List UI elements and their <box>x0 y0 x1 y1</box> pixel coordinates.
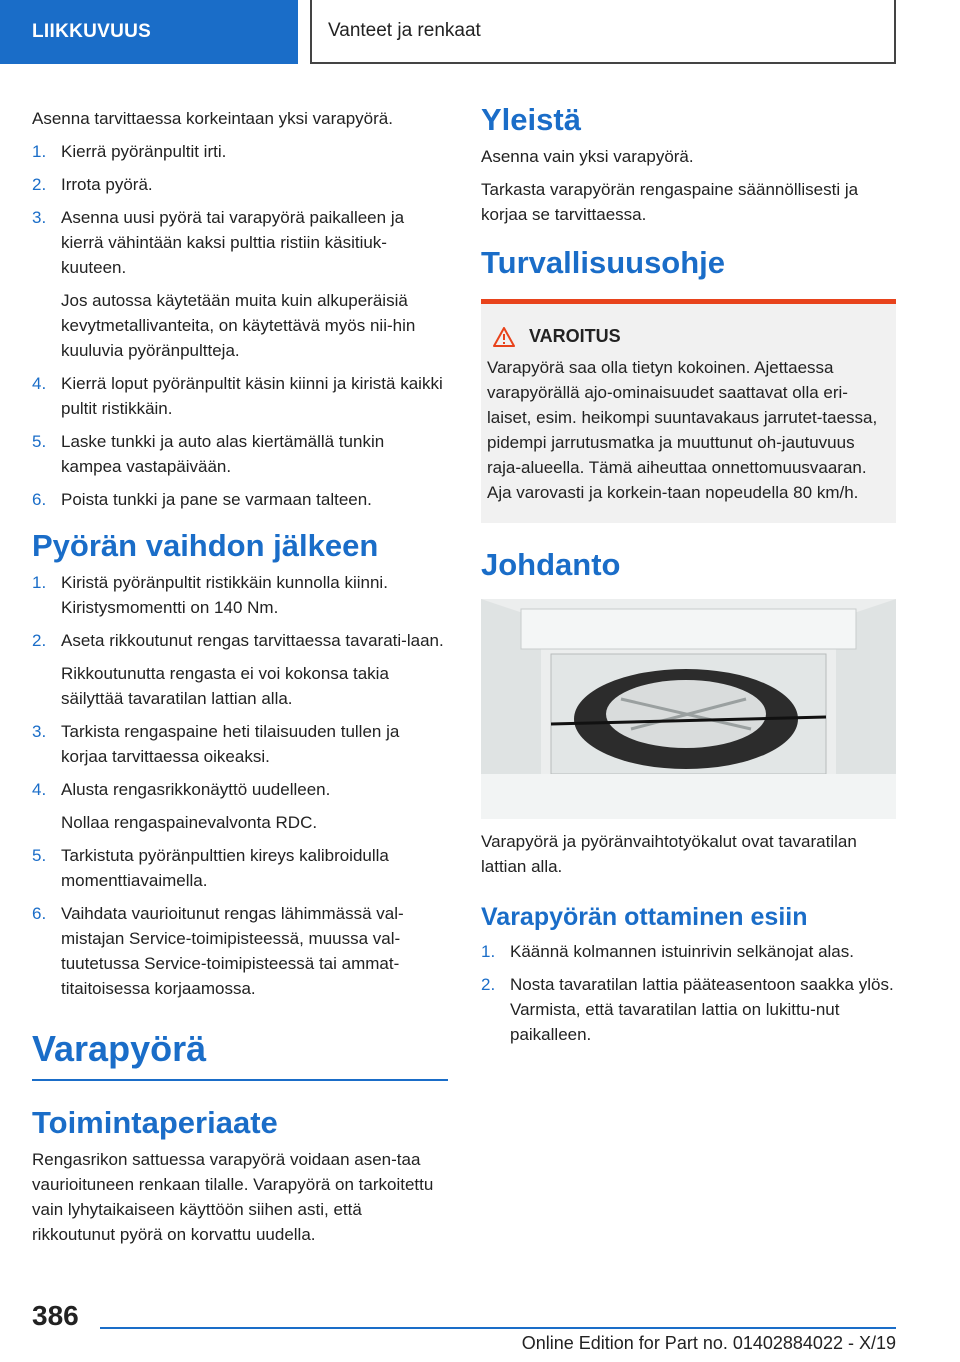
heading-general: Yleistä <box>481 102 581 137</box>
list-item-number: 2. <box>481 975 496 994</box>
warning-triangle-icon <box>493 327 515 347</box>
intro-text: Asenna tarvittaessa korkeintaan yksi varapyörä. <box>32 109 393 128</box>
spare-wheel-figure <box>481 599 896 819</box>
list-item-text: Vaihdata vaurioitunut rengas lähimmässä val-mistajan Service-toimipisteessä, muussa val-tuutetussa Service-toimipisteessä tai ammat-titaitoisessa korjaamossa. <box>61 904 404 998</box>
list-item-number: 4. <box>32 780 47 799</box>
principle-text: Rengasrikon sattuessa varapyörä voidaan asen-taa vaurioituneen renkaan tilalle. Varapyörä on tarkoitettu vain lyhytaikaiseen käyttöön siihen asti, että rikkoutunut pyörä on korvattu uudella. <box>32 1150 434 1244</box>
list-item-text: Käännä kolmannen istuinrivin selkänojat alas. <box>510 942 854 961</box>
list-item-text: Nosta tavaratilan lattia pääteasentoon saakka ylös. Varmista, että tavaratilan lattia on lukittu-nut paikalleen. <box>510 975 894 1044</box>
warning-header <box>487 326 890 347</box>
list-item-text: Kierrä loput pyöränpultit käsin kiinni ja kiristä kaikki pultit ristikkäin. <box>61 374 443 418</box>
topic-tab-label: Vanteet ja renkaat <box>328 20 481 41</box>
list-item-text: Tarkistuta pyöränpulttien kireys kalibroidulla momenttiavaimella. <box>61 846 389 890</box>
warning-title: VAROITUS <box>529 326 621 346</box>
topic-tab <box>310 0 896 64</box>
chapter-tab-label: LIIKKUVUUS <box>32 21 152 42</box>
chapter-rule <box>32 1079 448 1081</box>
list-item-number: 3. <box>32 722 47 741</box>
list-item <box>32 487 448 512</box>
heading-safety: Turvallisuusohje <box>481 245 726 280</box>
list-item-text: Kiristä pyöränpultit ristikkäin kunnolla kiinni. Kiristysmomentti on 140 Nm. <box>61 573 388 617</box>
list-item-note: Jos autossa käytetään muita kuin alkuperäisiä kevytmetallivanteita, on käytettävä myös nii-hin kuuluvia pyöränpultteja. <box>61 291 416 360</box>
list-item <box>32 371 448 421</box>
list-item <box>481 939 896 964</box>
list-item-note: Nollaa rengaspainevalvonta RDC. <box>61 813 318 832</box>
list-item <box>481 972 896 1047</box>
list-item-number: 1. <box>32 573 47 592</box>
list-item <box>32 429 448 479</box>
heading-remove: Varapyörän ottaminen esiin <box>481 903 808 931</box>
list-item-number: 2. <box>32 631 47 650</box>
list-item-number: 4. <box>32 374 47 393</box>
list-item <box>32 777 448 835</box>
heading-principle: Toimintaperiaate <box>32 1105 278 1140</box>
list-item-number: 5. <box>32 432 47 451</box>
list-item <box>32 843 448 893</box>
list-item-number: 6. <box>32 490 47 509</box>
steps-list-after <box>32 570 448 1001</box>
list-item-number: 3. <box>32 208 47 227</box>
list-item <box>32 139 448 164</box>
list-item-text: Irrota pyörä. <box>61 175 153 194</box>
list-item-text: Laske tunkki ja auto alas kiertämällä tunkin kampea vastapäivään. <box>61 432 385 476</box>
left-column <box>32 106 448 1255</box>
list-item <box>32 628 448 711</box>
list-item-text: Asenna uusi pyörä tai varapyörä paikalleen ja kierrä vähintään kaksi pulttia ristiin käsitiuk-kuuteen. <box>61 208 405 277</box>
list-item-note: Rikkoutunutta rengasta ei voi kokonsa takia säilyttää tavaratilan lattian alla. <box>61 664 389 708</box>
list-item-number: 1. <box>32 142 47 161</box>
steps-list-change <box>32 139 448 512</box>
list-item-number: 2. <box>32 175 47 194</box>
general-text-1: Asenna vain yksi varapyörä. <box>481 147 694 166</box>
list-item <box>32 719 448 769</box>
heading-intro: Johdanto <box>481 547 621 582</box>
list-item-text: Alusta rengasrikkonäyttö uudelleen. <box>61 780 331 799</box>
list-item <box>32 570 448 620</box>
list-item-text: Aseta rikkoutunut rengas tarvittaessa tavarati-laan. <box>61 631 444 650</box>
list-item <box>32 205 448 363</box>
list-item <box>32 901 448 1001</box>
chapter-heading: Varapyörä <box>32 1028 207 1069</box>
edition-text: Online Edition for Part no. 01402884022 - X/19 <box>521 1333 896 1353</box>
heading-after-change: Pyörän vaihdon jälkeen <box>32 528 379 563</box>
chapter-tab <box>0 0 298 64</box>
right-column <box>481 102 896 1055</box>
footer-rule <box>100 1327 896 1329</box>
list-item <box>32 172 448 197</box>
steps-list-remove <box>481 939 896 1047</box>
list-item-number: 6. <box>32 904 47 923</box>
page-number: 386 <box>32 1300 79 1331</box>
warning-text: Varapyörä saa olla tietyn kokoinen. Ajettaessa varapyörällä ajo-ominaisuudet saattavat olla eri-laiset, esim. heikompi suuntavakaus jarrutet-taessa, pidempi jarrutusmatka ja muuttunut oh-jautuvuus raja-alueella. Tämä aiheuttaa onnettomuusvaaran. Aja varovasti ja korkein-taan nopeudella 80 km/h. <box>487 358 878 502</box>
list-item-text: Kierrä pyöränpultit irti. <box>61 142 227 161</box>
general-text-2: Tarkasta varapyörän rengaspaine säännöllisesti ja korjaa se tarvittaessa. <box>481 180 859 224</box>
list-item-text: Tarkista rengaspaine heti tilaisuuden tullen ja korjaa tarvittaessa oikeaksi. <box>61 722 400 766</box>
list-item-text: Poista tunkki ja pane se varmaan talteen. <box>61 490 372 509</box>
figure-caption: Varapyörä ja pyöränvaihtotyökalut ovat tavaratilan lattian alla. <box>481 832 857 876</box>
list-item-number: 1. <box>481 942 496 961</box>
warning-box <box>481 299 896 523</box>
list-item-number: 5. <box>32 846 47 865</box>
spare-wheel-illustration <box>481 599 896 819</box>
